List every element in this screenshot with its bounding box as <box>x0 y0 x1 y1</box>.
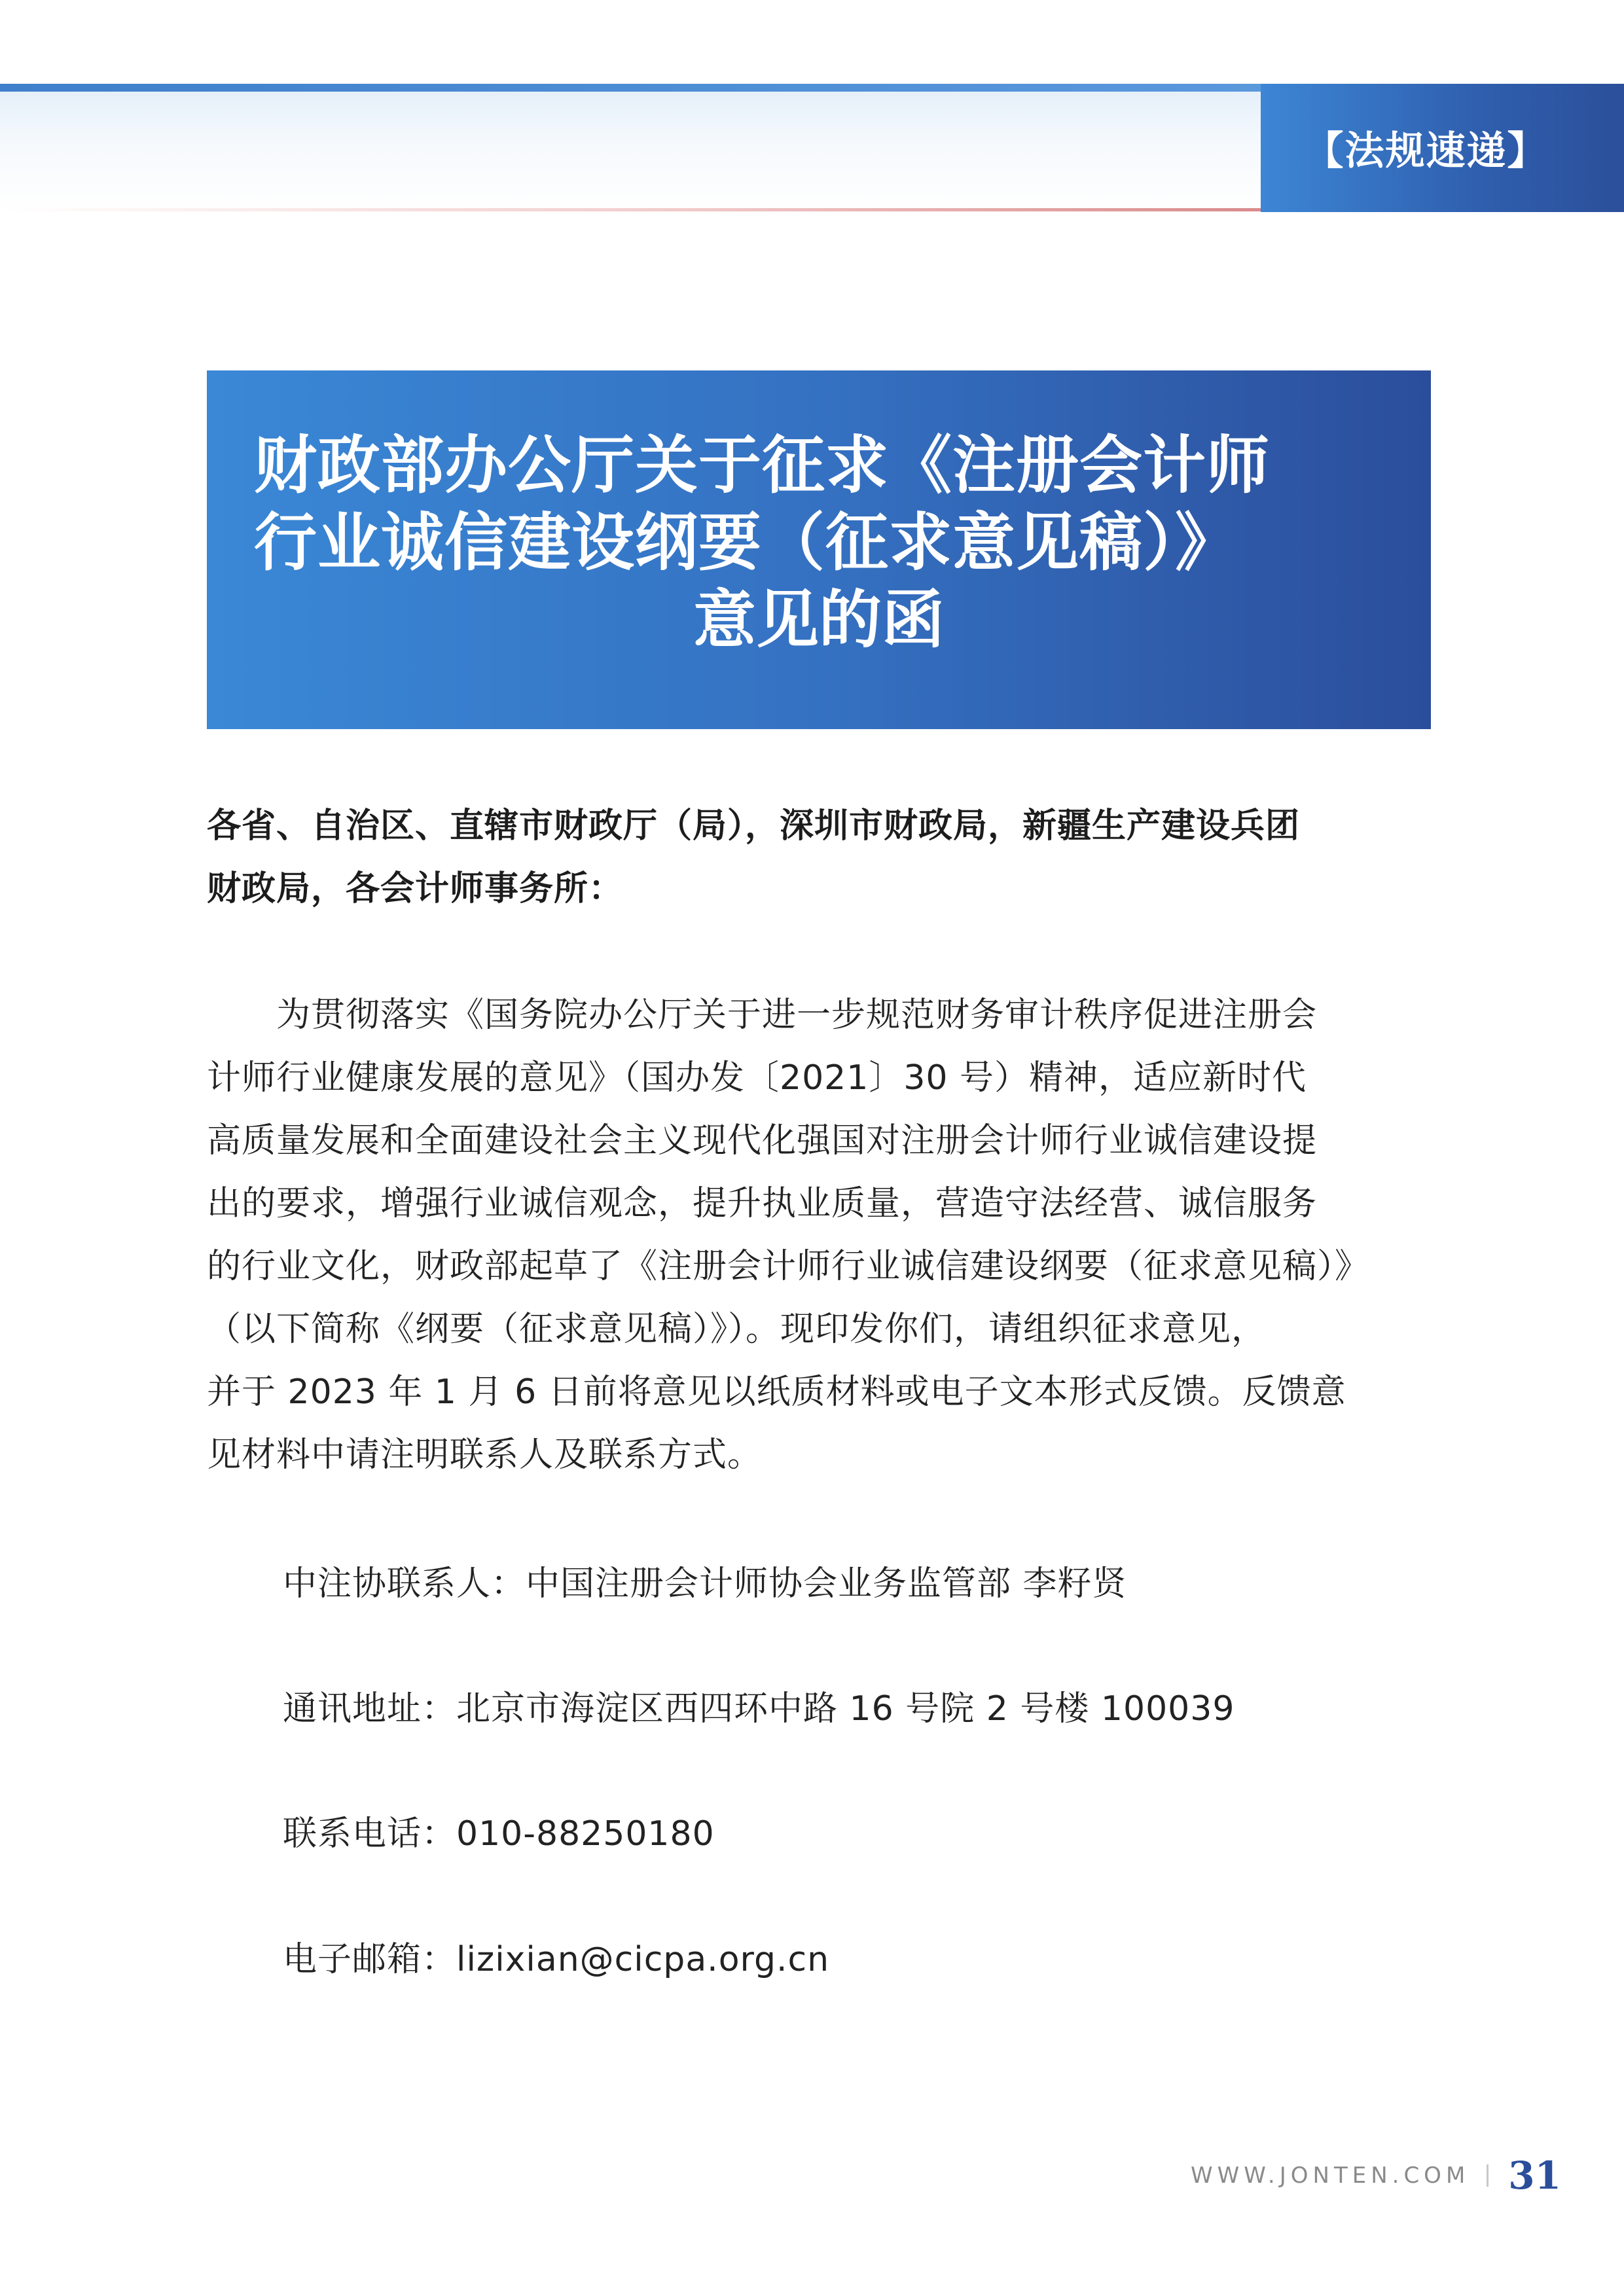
body-line: 出的要求，增强行业诚信观念，提升执业质量，营造守法经营、诚信服务 <box>207 1184 1318 1223</box>
contact-address: 通讯地址：北京市海淀区西四环中路 16 号院 2 号楼 100039 <box>283 1689 1235 1729</box>
body-line: 为贯彻落实《国务院办公厅关于进一步规范财务审计秩序促进注册会 <box>207 996 1318 1035</box>
header-band <box>0 84 1261 212</box>
header-top-line <box>0 84 1261 92</box>
page-number: 31 <box>1508 2153 1561 2198</box>
section-tag <box>1261 84 1624 212</box>
body-line: 的行业文化，财政部起草了《注册会计师行业诚信建设纲要（征求意见稿）》 <box>207 1247 1370 1286</box>
page-footer <box>1191 2153 1561 2198</box>
body-line: 并于 2023 年 1 月 6 日前将意见以纸质材料或电子文本形式反馈。反馈意 <box>207 1372 1346 1412</box>
addressee-line-2: 财政局，各会计师事务所： <box>207 869 624 908</box>
title-line-3: 意见的函 <box>693 583 945 656</box>
body-line: 高质量发展和全面建设社会主义现代化强国对注册会计师行业诚信建设提 <box>207 1121 1318 1160</box>
title-line-2: 行业诚信建设纲要（征求意见稿）》 <box>254 506 1238 579</box>
contact-person: 中注协联系人：中国注册会计师协会业务监管部 李籽贤 <box>283 1564 1127 1604</box>
footer-site: WWW.JONTEN.COM <box>1190 2162 1470 2189</box>
footer-divider <box>1487 2164 1489 2187</box>
addressee-line-1: 各省、自治区、直辖市财政厅（局），深圳市财政局，新疆生产建设兵团 <box>207 806 1301 846</box>
body-paragraph <box>207 984 1431 1486</box>
body-line: （以下简称《纲要（征求意见稿）》）。现印发你们，请组织征求意见， <box>207 1310 1267 1349</box>
body-line: 计师行业健康发展的意见》（国办发〔2021〕30 号）精神，适应新时代 <box>207 1058 1307 1098</box>
contact-email: 电子邮箱：lizixian@cicpa.org.cn <box>283 1940 830 1979</box>
section-tag-label: 【法规速递】 <box>1304 128 1548 174</box>
addressee <box>207 795 1431 920</box>
title-block <box>207 370 1431 729</box>
contact-phone: 联系电话：010-88250180 <box>283 1814 715 1854</box>
header-bottom-line <box>0 208 1261 211</box>
body-line: 见材料中请注明联系人及联系方式。 <box>207 1435 763 1475</box>
title-line-1: 财政部办公厅关于征求《注册会计师 <box>254 429 1270 502</box>
